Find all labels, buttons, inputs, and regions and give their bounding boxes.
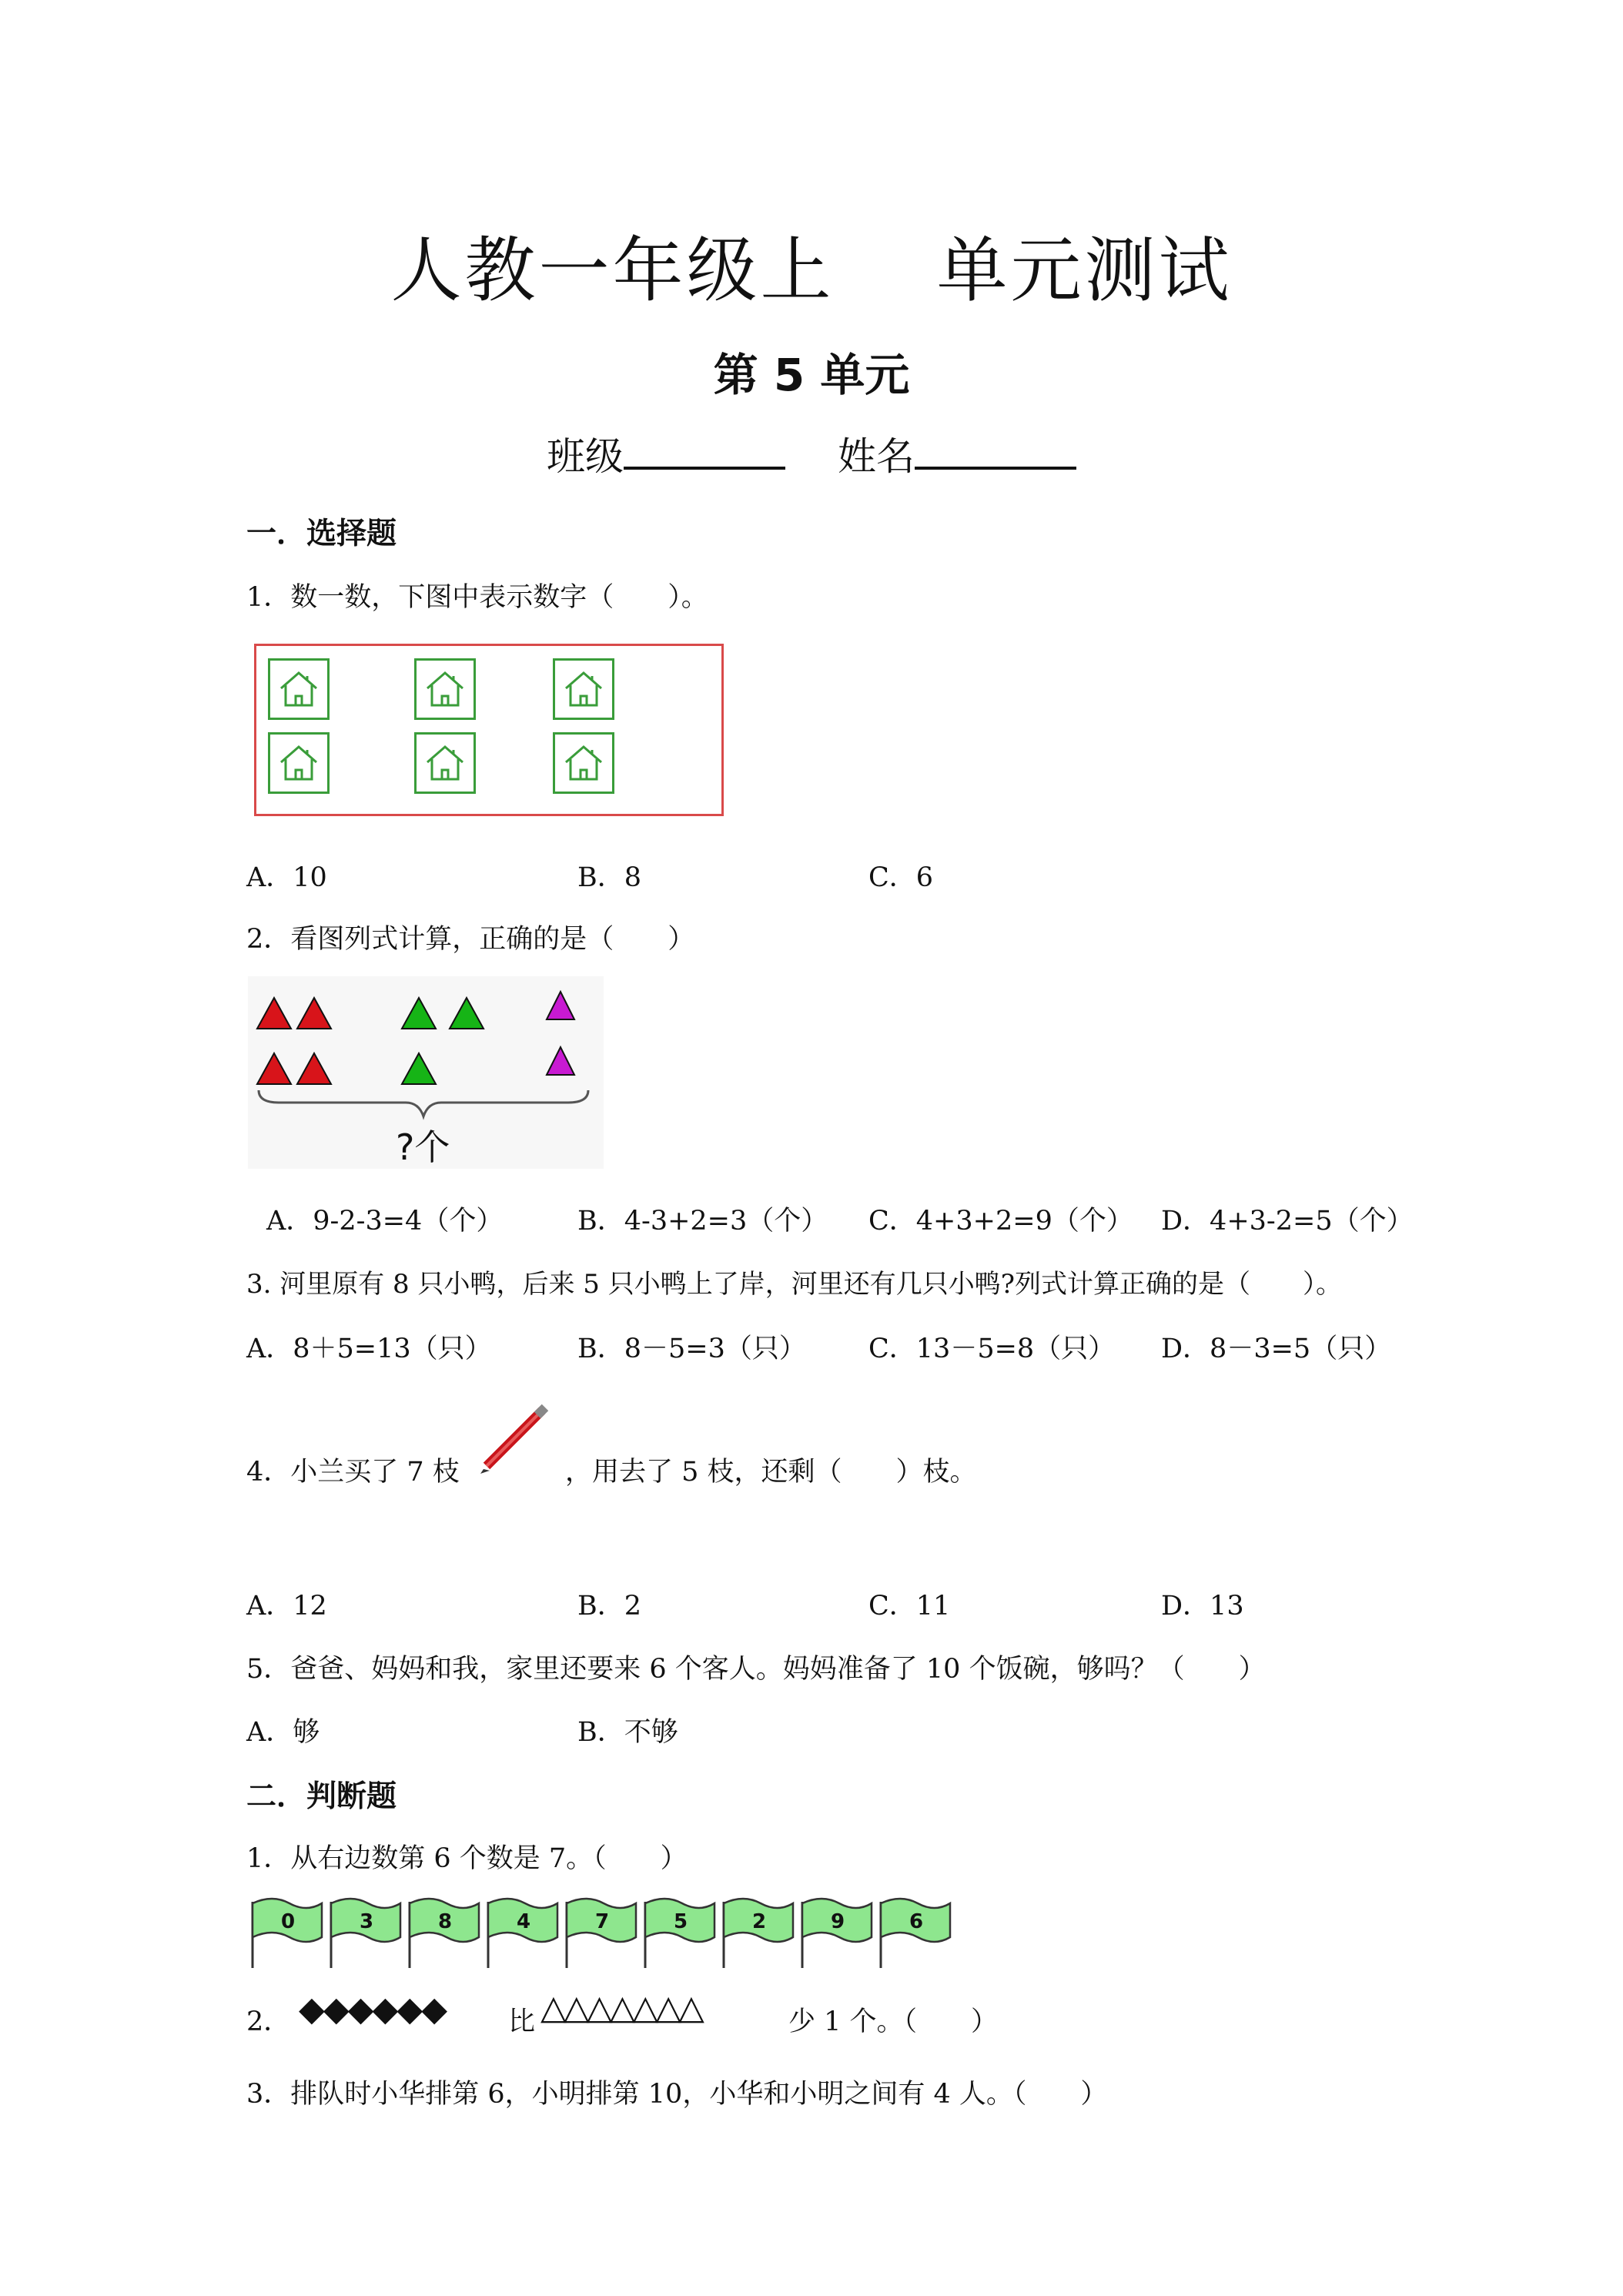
choice-q1-option-b[interactable]: B．8 <box>577 862 641 893</box>
flag-number: 2 <box>751 1910 767 1933</box>
choice-q2-option-c[interactable]: C．4+3+2=9（个） <box>868 1206 1133 1237</box>
red-triangle-icon <box>297 1053 331 1084</box>
red-triangle-icon <box>257 1053 291 1084</box>
brace-label: ?个 <box>396 1126 450 1168</box>
green-triangle-icon <box>402 1053 436 1084</box>
section-choice-title: 一．选择题 <box>246 517 397 551</box>
choice-q4-text-after: ，用去了 5 枝，还剩（ ）枝。 <box>565 1457 977 1488</box>
house-icon <box>414 658 476 720</box>
red-triangle-icon <box>257 998 291 1029</box>
student-info-line <box>0 426 1623 481</box>
flag-icon <box>253 1899 322 1968</box>
houses-figure <box>254 644 724 816</box>
judge-q3-text: 3．排队时小华排第 6，小明排第 10，小华和小明之间有 4 人。（ ） <box>246 2079 1108 2110</box>
choice-q2-text: 2．看图列式计算，正确的是（ ） <box>246 924 695 955</box>
judge-q2-number: 2． <box>246 2006 291 2037</box>
flag-number: 0 <box>280 1910 296 1933</box>
choice-q5-text: 5．爸爸、妈妈和我，家里还要来 6 个客人。妈妈准备了 10 个饭碗，够吗？（ ） <box>246 1654 1266 1685</box>
choice-q3-option-a[interactable]: A．8＋5=13（只） <box>246 1334 492 1364</box>
choice-q2-option-d[interactable]: D．4+3-2=5（个） <box>1161 1206 1414 1237</box>
flag-icon <box>724 1899 793 1968</box>
flag-number: 7 <box>594 1910 610 1933</box>
choice-q4-option-a[interactable]: A．12 <box>246 1591 327 1622</box>
choice-q2-option-a[interactable]: A．9-2-3=4（个） <box>266 1206 504 1237</box>
flag-icon <box>881 1899 950 1968</box>
green-triangle-icon <box>402 998 436 1029</box>
flag-number: 8 <box>437 1910 453 1933</box>
flag-icon <box>331 1899 400 1968</box>
flag-icon <box>410 1899 479 1968</box>
choice-q1-option-c[interactable]: C．6 <box>868 862 934 893</box>
section-judge-title: 二．判断题 <box>246 1779 397 1814</box>
class-label: 班级 <box>547 434 624 479</box>
magenta-triangle-icon <box>547 1047 574 1075</box>
choice-q2-option-b[interactable]: B．4-3+2=3（个） <box>577 1206 828 1237</box>
house-icon <box>553 732 614 794</box>
house-icon <box>553 658 614 720</box>
red-triangle-icon <box>297 998 331 1029</box>
choice-q3-text: 3. 河里原有 8 只小鸭，后来 5 只小鸭上了岸，河里还有几只小鸭?列式计算正确的是（ ）。 <box>246 1269 1342 1300</box>
choice-q5-option-b[interactable]: B．不够 <box>577 1717 678 1748</box>
choice-q4-option-c[interactable]: C．11 <box>868 1591 951 1622</box>
class-blank[interactable] <box>624 433 785 470</box>
choice-q4-text-before: 4．小兰买了 7 枝 <box>246 1457 460 1488</box>
choice-q3-option-c[interactable]: C．13－5=8（只） <box>868 1334 1116 1364</box>
choice-q1-option-a[interactable]: A．10 <box>246 862 327 893</box>
flags-figure <box>246 1891 978 1971</box>
magenta-triangle-icon <box>547 992 574 1019</box>
triangles-row: △△△△△△△ <box>540 1988 701 2027</box>
house-icon <box>414 732 476 794</box>
name-label: 姓名 <box>837 434 915 479</box>
choice-q5-option-a[interactable]: A．够 <box>246 1717 320 1748</box>
judge-q1-text: 1．从右边数第 6 个数是 7。（ ） <box>246 1843 688 1874</box>
diamonds-row: ◆◆◆◆◆◆ <box>299 1990 447 2029</box>
flag-number: 5 <box>673 1910 688 1933</box>
choice-q3-option-b[interactable]: B．8－5=3（只） <box>577 1334 806 1364</box>
house-icon <box>268 658 330 720</box>
triangles-figure <box>248 976 604 1169</box>
choice-q4-option-b[interactable]: B．2 <box>577 1591 641 1622</box>
unit-subtitle: 第 5 单元 <box>713 349 910 401</box>
flag-number: 4 <box>516 1910 531 1933</box>
house-icon <box>268 732 330 794</box>
choice-q1-text: 1．数一数，下图中表示数字（ ）。 <box>246 582 708 613</box>
brace-icon <box>259 1090 588 1116</box>
name-blank[interactable] <box>915 433 1076 470</box>
green-triangle-icon <box>450 998 484 1029</box>
judge-q2-compare: 比 <box>508 2006 536 2037</box>
choice-q4-option-d[interactable]: D．13 <box>1161 1591 1244 1622</box>
pencil-icon <box>476 1400 553 1477</box>
choice-q3-option-d[interactable]: D．8－3=5（只） <box>1161 1334 1392 1364</box>
flag-number: 9 <box>830 1910 845 1933</box>
flag-icon <box>567 1899 636 1968</box>
page-title: 人教一年级上 单元测试 <box>390 229 1233 312</box>
flag-icon <box>802 1899 872 1968</box>
flag-number: 6 <box>909 1910 924 1933</box>
flag-number: 3 <box>359 1910 374 1933</box>
judge-q2-tail: 少 1 个。（ ） <box>788 2006 999 2037</box>
flag-icon <box>488 1899 557 1968</box>
flag-icon <box>645 1899 714 1968</box>
